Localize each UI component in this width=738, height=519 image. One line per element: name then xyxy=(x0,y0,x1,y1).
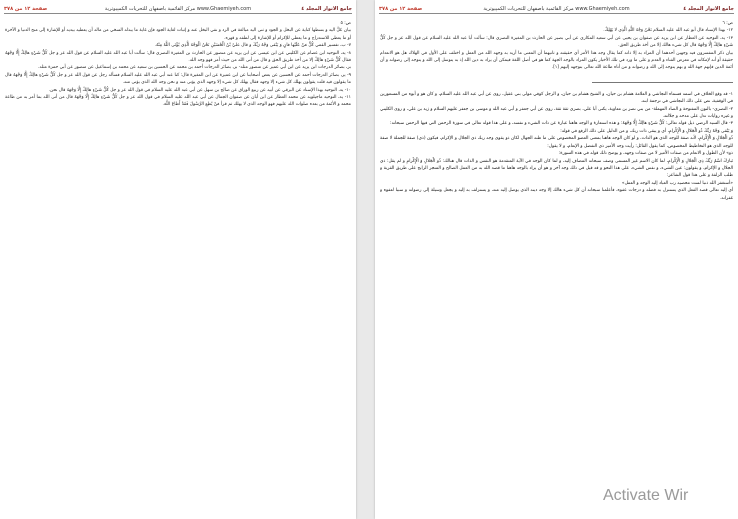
paragraph: ١٠- يد، التوحيد بهذا الإسناد عن البرقي عن أبيه عن ربيع الوراق عن صالح بن سهل عن أبي عبد الله عليه السلام في قول الله عز و جل كُلُّ شَيْءٍ هالِكٌ إِلَّا وَجْهَهُ قال نحن. xyxy=(48,87,351,93)
paragraph: ٧- ب، تفسير القمي كُلُّ مَنْ عَلَيْها فانٍ وَ يَبْقى وَجْهُ رَبِّكَ و قال عليّ بْنُ الْحُسَيْنِ نَحْنُ الْوَجْهُ الَّذِي يُؤْتَى اللَّهُ مِنْهُ. xyxy=(154,43,351,49)
paragraph: ١٣- يد، التوحيد عن العطار عن ابن يزيد عن صفوان بن يحيى عن أبي سعيد المكاري عن أبي بصير عن الحارث بن المغيرة النصري قال: سألت أبا عبد الله عليه السلام عن قول الله عز و جل كُلُّ شَيْءٍ هالِكٌ إِلَّا وَجْهَهُ قال كل شيء هالك إلا من أخذ طريق الحق. xyxy=(380,35,733,49)
footnote: ذُو الْجَلالِ وَ الْإِكْرامِ، لأنه صفة للوجه الذي هو الذات، و لو كان الوجه هاهنا بمعنى العضو المخصوص على ما ظنه الجهال لكان ذو يقوى وجه ربك ذي الجلال و الإكرام، فيكون (ذي) صفة للجملة لا صفة للوجه الذي هو التخاطيط المخصوص، كما يقول القائل: رأيت وجه الأمير ذي التفضل و الإنعام، و لا يقول: xyxy=(380,136,733,149)
site-title: www.Ghaemiyeh.com مركز القائمية باصفهان للتحريات الكمپيوترية xyxy=(104,6,252,12)
footnote-separator xyxy=(592,82,733,83)
page-marker: ص: ٥ xyxy=(340,21,351,26)
footnote: ١- قد وقع الخلاف في اسمه فسماه النجاشي و العلامة هشام بن حيان، و الشيخ هشام بن حبان، و الرجل كوفي مولى بني عقيل، روى عن أبي عبد الله عليه السلام، و كان هو و أبوه من المسعورين في الوقفية، نص على ذلك النجاشي في ترجمة ابنه. xyxy=(380,91,733,105)
page-number: صفحة ١٢ من ٣٧٨ xyxy=(379,6,423,12)
paragraph: ١١- يد، التوحيد ماجيلويه عن محمد العطار عن ابن أبان عن صفوان الجمال عن أبي عبد الله عليه السلام في قول الله عز و جل كُلُّ شَيْءٍ هالِكٌ إِلَّا وَجْهَهُ قال من أتى الله بما أمر به من طاعة محمد و الأئمة من بعده صلوات الله عليهم فهو الوجه الذي لا يهلك ثم قرأ مَنْ يُطِعِ الرَّسُولَ فَقَدْ أَطاعَ اللَّهَ. xyxy=(5,95,351,108)
page-left xyxy=(0,0,356,519)
site-title: www.Ghaemiyeh.com مركز القائمية باصفهان للتحريات الكمپيوترية xyxy=(483,6,630,12)
footnote: «أستغفر الله ذنبا لست محصيه رب العباد إليه الوجه و العمل» xyxy=(621,180,733,186)
page-body xyxy=(5,20,351,519)
book-title: جامع الانوار المجلد ٤ xyxy=(301,6,352,12)
paragraph: ٨- يد، التوحيد ابن عصام عن الكليني عن ابن عيسى عن ابن يزيد عن منصور عن الحارث بن المغيرة النصري قال: سألت أبا عبد الله عليه السلام عن قول الله عز و جل كُلُّ شَيْءٍ هالِكٌ إِلَّا وَجْهَهُ فقال كُلُّ شَيْءٍ هالِكٌ إلا من أخذ طريق الحق و قال من أتى الله من حيث أمر فهو وجه الله. xyxy=(5,50,351,64)
page-right xyxy=(375,0,738,519)
footnote: تَبارَكَ اسْمُ رَبِّكَ ذِي الْجَلالِ وَ الْإِكْرامِ، لما كان الاسم غير المسمى وصف سبحانه المضاف إليه، و لما كان الوجه في الآية المتقدمة هو النفس و الذات قال هنالك: ذُو الْجَلالِ وَ الْإِكْرامِ و لم يقل: ذي الجلال و الإكرام، و يقولون: عين الشيء، و نفس الشيء، على هذا النحو و قد قيل في ذلك وجه آخر و هو أن يراد بالوجه هاهنا ما قصد الله به من العمل الصالح و المتجر الرابح على طريق القربة و طلب الزلفة و على هذا قول الشاعر: xyxy=(380,158,733,179)
paragraph: ١٢- بهذا الإسناد قال أبو عبد الله عليه السلام نَحْنُ وَجْهُ اللَّهِ الَّذِي لا يَهْلِكُ. xyxy=(603,28,733,34)
page-body xyxy=(380,20,733,519)
book-title: جامع الانوار المجلد ٤ xyxy=(683,6,734,12)
paragraph: بيان ذكر المفسرون فيه وجهين أحدهما أن المراد به إلا ذاته كما يقال وجه هذا الأمر أي حقيقته و ثانيهما أن المعنى ما أريد به وجهه الله من العمل و اختلف على الأول في الهلاك هل هو الانعدام حقيقة أو أنه لإمكانه في معرض الفناء و العدم و على ما ورد في تلك الأخبار يكون المراد بالوجه الجهة كما هو في أصل اللغة فيمكن أن يراد به دين الله إذ به يتوسل إلى الله و يتوجه إلى رضوانه و أن أئمة الدين فإنهم جهة الله و بهم يتوجه إلى الله و رضوانه و من أتاه طاعة الله تعالى بتوجهه إليهم [١]. xyxy=(380,50,733,71)
footnote: ٢- النصري- بالنون المفتوحة و الصاد المهملة- من بني نصر بن معاوية، يكنى أبا علي، بصري ثقة ثقة، روى عن أبي جعفر و أبي عبد الله و موسى بن جعفر عليهم السلام و زيد بن علي، و روى الكليني و غيره روايات تدل على مدحه و جلالته. xyxy=(380,106,733,120)
page-header xyxy=(4,5,352,14)
footnote: ذو» لأن الطول و الانعام من صفات الأمير لا من صفات وجهه، و يوضح ذلك قوله في هذه السورة: xyxy=(558,151,733,157)
footnote: وَ يَبْقى وَجْهُ رَبِّكَ ذُو الْجَلالِ وَ الْإِكْرامِ، أي و يبقى ذات ربك، و من الدليل على ذلك الرفع في قوله: xyxy=(560,128,733,134)
page-marker: ص: ٦ xyxy=(722,21,733,26)
paragraph: بيان عَلَّ اليد و بسطها كناية عن البخل و الجود و ثنى اليد مبالغة في الرد و نفي البخل عنه و إثبات لغاية الجود فإن غاية ما يبذله السخي من ماله أن يعطيه بيديه أو للإشارة إلى منح الدنيا و الآخرة أو ما يعطي للاستدراج و ما يعطي للإكرام أو للإشارة إلى لطفه و قهره. xyxy=(5,28,351,41)
activation-watermark: Activate Wir xyxy=(603,487,689,504)
paragraph: بر، بصائر الدرجات ابن يزيد عن ابن أبي عمير عن منصور مثله- بر، بصائر الدرجات أحمد بن محمد عن الحسين بن سعيد عن محمد بن إسماعيل عن منصور عن أبي حمزة مثله. xyxy=(37,65,351,71)
footnote: أي إليه تعالى قصد الفعل الذي يستنزل به فضله و درجات عفوه، فأعلمنا سبحانه أن كل شيء هالك إلا وجه دينه الذي يوصل إليه منه، و يستزلف به إليه و يجعل وسيلة إلى رضوانه و سببا لعفوه و غفرانه. xyxy=(380,188,733,201)
page-header xyxy=(379,5,734,14)
page-number: صفحة ١٢ من ٣٧٨ xyxy=(4,6,48,12)
footnote: ٣- قال السيد الرضي ذيل قوله تعالى: كُلُّ شَيْءٍ هالِكٌ إِلَّا وَجْهَهُ: و هذه استعارة و الوجه هاهنا عبارة عن ذات الشيء و نفسه، و على هذا قوله تعالى في سورة الرحمن التي فيها الرحمن سبحانه: xyxy=(389,121,733,127)
paragraph: ٩- ير، بصائر الدرجات أحمد عن الحسين عن بعض أصحابنا عن ابن عميرة عن ابن المغيرة قال: كنا عند أبي عبد الله عليه السلام فسأله رجل عن قول الله عز و جل كُلُّ شَيْءٍ هالِكٌ إِلَّا وَجْهَهُ قال ما يقولون فيه قلت يقولون يهلك كل شيء إلا وجهه فقال يهلك كل شيء إلا وجهه الذي يؤتى منه و نحن وجه الله الذي يؤتى منه. xyxy=(5,72,351,86)
